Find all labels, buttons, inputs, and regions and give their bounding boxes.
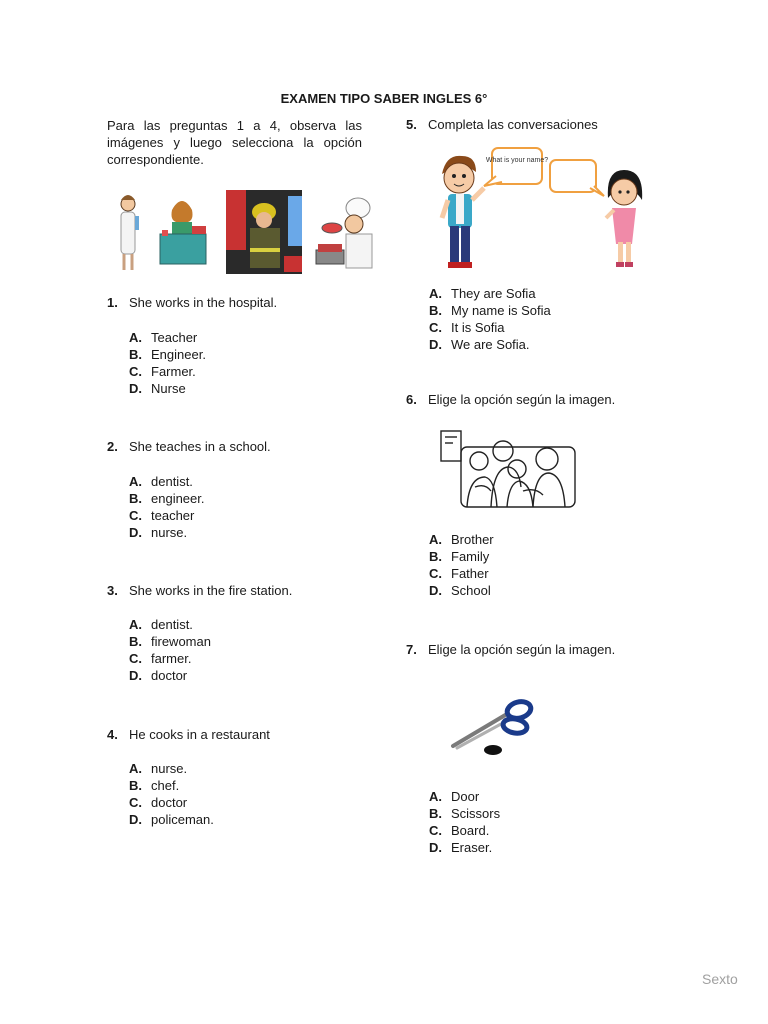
girl-figure (606, 170, 642, 267)
option-text: Board. (451, 823, 490, 838)
nurse-figure (121, 195, 139, 270)
instructions-paragraph: Para las preguntas 1 a 4, observa las imágenes y luego selecciona la opción correspondiente. (107, 118, 362, 167)
option-letter: D. (429, 583, 442, 598)
option-text: They are Sofia (451, 286, 536, 301)
question-number: 5. (406, 117, 417, 132)
option-letter: B. (429, 806, 442, 821)
option-text: dentist. (151, 617, 193, 632)
option-letter: A. (129, 330, 142, 345)
question-number: 7. (406, 642, 417, 657)
family-illustration (439, 427, 579, 513)
firefighter-figure (226, 190, 302, 274)
option-text: School (451, 583, 491, 598)
option-text: Nurse (151, 381, 186, 396)
option-text: chef. (151, 778, 180, 793)
option-text: engineer. (151, 491, 205, 506)
option-text: It is Sofia (451, 320, 505, 335)
question-number: 6. (406, 392, 417, 407)
option-text: firewoman (151, 634, 211, 649)
option-letter: B. (429, 303, 442, 318)
chef-figure (316, 198, 372, 268)
option-text: farmer. (151, 651, 192, 666)
option-text: doctor (151, 795, 188, 810)
speech-bubble-right (550, 160, 604, 196)
question-text: Elige la opción según la imagen. (428, 392, 616, 407)
option-letter: A. (429, 789, 442, 804)
option-letter: A. (129, 474, 142, 489)
conversation-illustration (426, 142, 652, 280)
option-letter: C. (429, 320, 442, 335)
question-number: 4. (107, 727, 118, 742)
option-text: Door (451, 789, 480, 804)
question-number: 3. (107, 583, 118, 598)
option-text: My name is Sofia (451, 303, 551, 318)
option-text: Father (451, 566, 489, 581)
question-text: Completa las conversaciones (428, 117, 598, 132)
question-text: She works in the hospital. (129, 295, 278, 310)
question-text: He cooks in a restaurant (129, 727, 270, 742)
teacher-figure (160, 201, 206, 264)
question-number: 2. (107, 439, 118, 454)
option-text: nurse. (151, 761, 188, 776)
option-letter: B. (129, 634, 142, 649)
question-text: She works in the fire station. (129, 583, 293, 598)
option-letter: C. (129, 795, 142, 810)
option-text: Eraser. (451, 840, 493, 855)
professions-illustration (108, 186, 384, 278)
option-text: policeman. (151, 812, 214, 827)
option-letter: A. (129, 761, 142, 776)
option-letter: A. (429, 532, 442, 547)
boy-figure (442, 156, 484, 268)
option-letter: D. (129, 525, 142, 540)
option-letter: D. (129, 668, 142, 683)
option-letter: D. (429, 337, 442, 352)
question-text: Elige la opción según la imagen. (428, 642, 616, 657)
option-text: Farmer. (151, 364, 196, 379)
option-text: Family (451, 549, 490, 564)
option-text: We are Sofia. (451, 337, 530, 352)
option-text: Engineer. (151, 347, 206, 362)
option-text: dentist. (151, 474, 193, 489)
footer-label: Sexto (702, 971, 738, 987)
option-letter: C. (129, 364, 142, 379)
option-letter: C. (129, 651, 142, 666)
scissors-illustration (449, 698, 537, 758)
option-letter: D. (129, 812, 142, 827)
option-letter: D. (129, 381, 142, 396)
speech-bubble-left (484, 148, 548, 186)
option-text: teacher (151, 508, 195, 523)
option-letter: C. (429, 566, 442, 581)
option-letter: C. (429, 823, 442, 838)
option-letter: D. (429, 840, 442, 855)
option-text: nurse. (151, 525, 188, 540)
question-number: 1. (107, 295, 118, 310)
option-letter: B. (429, 549, 442, 564)
option-letter: B. (129, 491, 142, 506)
speech-bubble-text: What is your name? (485, 157, 549, 164)
option-text: Scissors (451, 806, 501, 821)
option-text: Teacher (151, 330, 198, 345)
option-letter: C. (129, 508, 142, 523)
option-letter: A. (429, 286, 442, 301)
option-text: Brother (451, 532, 494, 547)
option-letter: B. (129, 347, 142, 362)
option-letter: A. (129, 617, 142, 632)
question-text: She teaches in a school. (129, 439, 271, 454)
page-title: EXAMEN TIPO SABER INGLES 6° (280, 91, 488, 106)
option-letter: B. (129, 778, 142, 793)
option-text: doctor (151, 668, 188, 683)
